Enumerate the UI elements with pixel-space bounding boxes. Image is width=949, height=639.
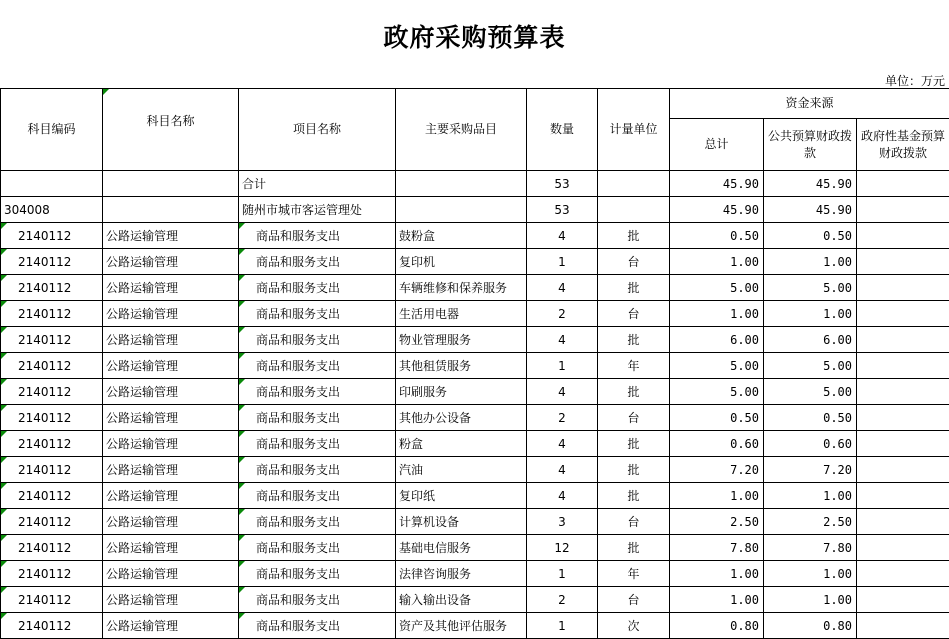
- cell-item: 基础电信服务: [396, 535, 527, 561]
- cell-project: 商品和服务支出: [239, 327, 396, 353]
- cell-qty: 2: [527, 301, 598, 327]
- cell-name: 公路运输管理: [103, 249, 239, 275]
- cell-qty: 4: [527, 379, 598, 405]
- cell-public-budget: 5.00: [764, 379, 857, 405]
- cell-unit: 批: [598, 431, 670, 457]
- cell-name: 公路运输管理: [103, 457, 239, 483]
- table-row: [1, 379, 949, 405]
- cell-name: 公路运输管理: [103, 535, 239, 561]
- cell-total: 6.00: [670, 327, 764, 353]
- cell-code: 2140112: [1, 379, 103, 405]
- cell-project: 商品和服务支出: [239, 379, 396, 405]
- cell-total: 1.00: [670, 587, 764, 613]
- cell-gov-fund: [857, 483, 949, 509]
- cell-code: 2140112: [1, 301, 103, 327]
- cell-total: 5.00: [670, 353, 764, 379]
- cell-gov-fund: [857, 431, 949, 457]
- cell-gov-fund: [857, 587, 949, 613]
- cell-total: 2.50: [670, 509, 764, 535]
- cell-code: 2140112: [1, 457, 103, 483]
- cell-public-budget: 7.80: [764, 535, 857, 561]
- cell-item: 法律咨询服务: [396, 561, 527, 587]
- cell-project: 商品和服务支出: [239, 431, 396, 457]
- cell-item: 鼓粉盒: [396, 223, 527, 249]
- cell-gov-fund: [857, 353, 949, 379]
- cell-code: 2140112: [1, 587, 103, 613]
- cell-qty: 53: [527, 171, 598, 197]
- cell-unit: 批: [598, 483, 670, 509]
- cell-code: 2140112: [1, 431, 103, 457]
- cell-code: 2140112: [1, 327, 103, 353]
- cell-project: 商品和服务支出: [239, 587, 396, 613]
- cell-public-budget: 0.50: [764, 405, 857, 431]
- table-row: [1, 223, 949, 249]
- cell-project: 商品和服务支出: [239, 405, 396, 431]
- table-row: [1, 483, 949, 509]
- cell-unit: 台: [598, 301, 670, 327]
- cell-unit: [598, 197, 670, 223]
- cell-qty: 12: [527, 535, 598, 561]
- cell-gov-fund: [857, 275, 949, 301]
- cell-project: 商品和服务支出: [239, 613, 396, 639]
- table-row: [1, 301, 949, 327]
- cell-project: 商品和服务支出: [239, 561, 396, 587]
- cell-project: 随州市城市客运管理处: [239, 197, 396, 223]
- header-total: 总计: [670, 119, 764, 171]
- cell-public-budget: 5.00: [764, 275, 857, 301]
- cell-qty: 53: [527, 197, 598, 223]
- cell-public-budget: 1.00: [764, 249, 857, 275]
- cell-item: 生活用电器: [396, 301, 527, 327]
- cell-public-budget: 1.00: [764, 301, 857, 327]
- cell-unit: 次: [598, 613, 670, 639]
- cell-public-budget: 45.90: [764, 197, 857, 223]
- cell-public-budget: 5.00: [764, 353, 857, 379]
- cell-name: 公路运输管理: [103, 301, 239, 327]
- cell-gov-fund: [857, 535, 949, 561]
- cell-qty: 1: [527, 613, 598, 639]
- cell-public-budget: 0.50: [764, 223, 857, 249]
- cell-unit: 台: [598, 405, 670, 431]
- cell-gov-fund: [857, 249, 949, 275]
- cell-project: 合计: [239, 171, 396, 197]
- table-row: [1, 275, 949, 301]
- cell-gov-fund: [857, 171, 949, 197]
- table-row: [1, 457, 949, 483]
- table-row: [1, 353, 949, 379]
- cell-qty: 4: [527, 275, 598, 301]
- cell-name: 公路运输管理: [103, 613, 239, 639]
- cell-gov-fund: [857, 457, 949, 483]
- cell-total: 1.00: [670, 561, 764, 587]
- cell-unit: 批: [598, 223, 670, 249]
- cell-unit: 批: [598, 327, 670, 353]
- cell-name: 公路运输管理: [103, 327, 239, 353]
- cell-qty: 4: [527, 223, 598, 249]
- cell-name: 公路运输管理: [103, 587, 239, 613]
- cell-unit: 年: [598, 561, 670, 587]
- cell-item: 其他办公设备: [396, 405, 527, 431]
- cell-code: 2140112: [1, 223, 103, 249]
- page-title: 政府采购预算表: [0, 18, 949, 54]
- header-unit: 计量单位: [598, 89, 670, 171]
- cell-qty: 4: [527, 431, 598, 457]
- table-row: [1, 613, 949, 639]
- cell-code: 2140112: [1, 535, 103, 561]
- cell-name: [103, 197, 239, 223]
- cell-total: 1.00: [670, 483, 764, 509]
- cell-unit: [598, 171, 670, 197]
- cell-qty: 4: [527, 327, 598, 353]
- header-qty: 数量: [527, 89, 598, 171]
- budget-table: [0, 88, 949, 639]
- cell-code: 2140112: [1, 275, 103, 301]
- cell-item: [396, 171, 527, 197]
- cell-code: [1, 171, 103, 197]
- cell-unit: 批: [598, 535, 670, 561]
- header-code: 科目编码: [1, 89, 103, 171]
- cell-name: 公路运输管理: [103, 223, 239, 249]
- header-public-budget: 公共预算财政拨款: [764, 119, 857, 171]
- cell-total: 7.80: [670, 535, 764, 561]
- cell-public-budget: 1.00: [764, 587, 857, 613]
- cell-name: 公路运输管理: [103, 379, 239, 405]
- header-name: 科目名称: [103, 89, 239, 171]
- cell-item: 复印纸: [396, 483, 527, 509]
- cell-total: 45.90: [670, 171, 764, 197]
- table-row: [1, 327, 949, 353]
- cell-code: 2140112: [1, 249, 103, 275]
- cell-qty: 2: [527, 405, 598, 431]
- cell-project: 商品和服务支出: [239, 249, 396, 275]
- cell-project: 商品和服务支出: [239, 223, 396, 249]
- table-row: [1, 405, 949, 431]
- summary-row: [1, 197, 949, 223]
- cell-unit: 台: [598, 249, 670, 275]
- cell-code: 2140112: [1, 509, 103, 535]
- cell-item: 车辆维修和保养服务: [396, 275, 527, 301]
- cell-name: 公路运输管理: [103, 353, 239, 379]
- cell-qty: 4: [527, 483, 598, 509]
- cell-unit: 批: [598, 457, 670, 483]
- cell-item: 复印机: [396, 249, 527, 275]
- cell-name: 公路运输管理: [103, 509, 239, 535]
- cell-item: 粉盒: [396, 431, 527, 457]
- cell-public-budget: 6.00: [764, 327, 857, 353]
- cell-qty: 3: [527, 509, 598, 535]
- cell-code: 2140112: [1, 483, 103, 509]
- cell-name: 公路运输管理: [103, 561, 239, 587]
- cell-project: 商品和服务支出: [239, 353, 396, 379]
- cell-name: 公路运输管理: [103, 483, 239, 509]
- cell-item: 印刷服务: [396, 379, 527, 405]
- cell-total: 0.50: [670, 223, 764, 249]
- cell-total: 0.80: [670, 613, 764, 639]
- cell-gov-fund: [857, 327, 949, 353]
- cell-project: 商品和服务支出: [239, 275, 396, 301]
- cell-project: 商品和服务支出: [239, 509, 396, 535]
- table-row: [1, 249, 949, 275]
- cell-public-budget: 2.50: [764, 509, 857, 535]
- cell-public-budget: 1.00: [764, 483, 857, 509]
- cell-public-budget: 1.00: [764, 561, 857, 587]
- cell-total: 0.50: [670, 405, 764, 431]
- summary-row: [1, 171, 949, 197]
- cell-code: 2140112: [1, 613, 103, 639]
- unit-label: 单位：万元: [885, 72, 945, 89]
- table-row: [1, 431, 949, 457]
- cell-qty: 1: [527, 353, 598, 379]
- header-gov-fund: 政府性基金预算财政拨款: [857, 119, 949, 171]
- header-funding: 资金来源: [670, 89, 949, 119]
- header-item: 主要采购品目: [396, 89, 527, 171]
- cell-item: 计算机设备: [396, 509, 527, 535]
- cell-gov-fund: [857, 613, 949, 639]
- cell-gov-fund: [857, 561, 949, 587]
- cell-item: 输入输出设备: [396, 587, 527, 613]
- cell-unit: 台: [598, 587, 670, 613]
- cell-qty: 1: [527, 561, 598, 587]
- cell-code: 304008: [1, 197, 103, 223]
- cell-total: 7.20: [670, 457, 764, 483]
- cell-public-budget: 0.80: [764, 613, 857, 639]
- cell-unit: 年: [598, 353, 670, 379]
- cell-name: 公路运输管理: [103, 431, 239, 457]
- header-project: 项目名称: [239, 89, 396, 171]
- table-row: [1, 587, 949, 613]
- cell-item: 其他租赁服务: [396, 353, 527, 379]
- cell-gov-fund: [857, 301, 949, 327]
- cell-qty: 1: [527, 249, 598, 275]
- cell-unit: 台: [598, 509, 670, 535]
- cell-total: 5.00: [670, 275, 764, 301]
- cell-gov-fund: [857, 405, 949, 431]
- cell-gov-fund: [857, 509, 949, 535]
- cell-total: 45.90: [670, 197, 764, 223]
- cell-total: 5.00: [670, 379, 764, 405]
- cell-gov-fund: [857, 223, 949, 249]
- cell-unit: 批: [598, 379, 670, 405]
- table-row: [1, 535, 949, 561]
- cell-project: 商品和服务支出: [239, 301, 396, 327]
- cell-name: 公路运输管理: [103, 275, 239, 301]
- cell-qty: 2: [527, 587, 598, 613]
- cell-qty: 4: [527, 457, 598, 483]
- cell-item: 物业管理服务: [396, 327, 527, 353]
- cell-total: 1.00: [670, 249, 764, 275]
- cell-name: [103, 171, 239, 197]
- cell-code: 2140112: [1, 561, 103, 587]
- cell-project: 商品和服务支出: [239, 483, 396, 509]
- cell-total: 1.00: [670, 301, 764, 327]
- cell-gov-fund: [857, 379, 949, 405]
- cell-gov-fund: [857, 197, 949, 223]
- cell-total: 0.60: [670, 431, 764, 457]
- table-row: [1, 509, 949, 535]
- table-row: [1, 561, 949, 587]
- cell-item: 资产及其他评估服务: [396, 613, 527, 639]
- table-body: [1, 171, 949, 639]
- cell-code: 2140112: [1, 405, 103, 431]
- cell-unit: 批: [598, 275, 670, 301]
- cell-code: 2140112: [1, 353, 103, 379]
- cell-item: 汽油: [396, 457, 527, 483]
- cell-project: 商品和服务支出: [239, 457, 396, 483]
- cell-public-budget: 7.20: [764, 457, 857, 483]
- cell-name: 公路运输管理: [103, 405, 239, 431]
- cell-public-budget: 45.90: [764, 171, 857, 197]
- cell-public-budget: 0.60: [764, 431, 857, 457]
- cell-project: 商品和服务支出: [239, 535, 396, 561]
- cell-item: [396, 197, 527, 223]
